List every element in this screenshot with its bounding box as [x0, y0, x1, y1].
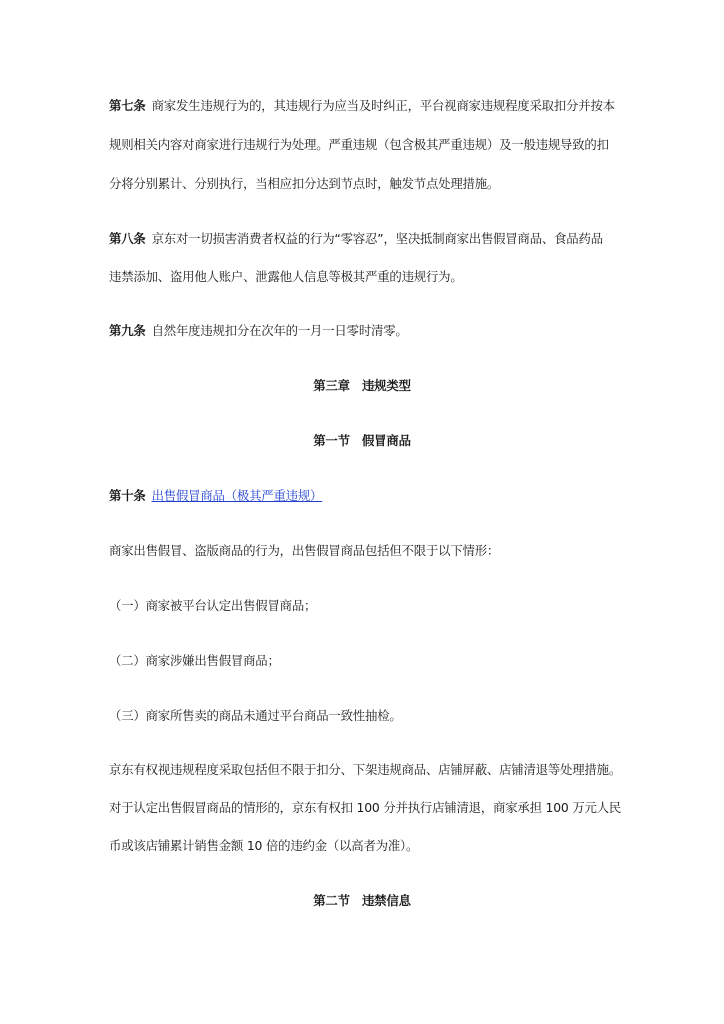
article-10-item-3: （三）商家所售卖的商品未通过平台商品一致性抽检。 [109, 708, 402, 723]
article-10-item-1: （一）商家被平台认定出售假冒商品； [109, 598, 317, 613]
article-10-item-2: （二）商家涉嫌出售假冒商品； [109, 653, 280, 668]
article-10-para-1: 京东有权视违规程度采取包括但不限于扣分、下架违规商品、店铺屏蔽、店铺清退等处理措施。 [109, 762, 622, 777]
article-9-line-1 [109, 323, 621, 339]
chapter-3-heading [0, 378, 724, 394]
chapter-3-title: 第三章 违规类型 [313, 378, 411, 393]
article-8-line-2: 违禁添加、盗用他人账户、泄露他人信息等极其严重的违规行为。 [109, 269, 463, 284]
article-10-number: 第十条 [109, 488, 146, 503]
article-10-intro: 商家出售假冒、盗版商品的行为，出售假冒商品包括但不限于以下情形： [109, 543, 500, 558]
article-7-line-2: 规则相关内容对商家进行违规行为处理。严重违规（包含极其严重违规）及一般违规导致的扣 [109, 137, 609, 152]
article-9-number: 第九条 [109, 323, 146, 338]
section-2-heading [0, 893, 724, 909]
article-7-number: 第七条 [109, 98, 146, 113]
article-9-text-1: 自然年度违规扣分在次年的一月一日零时清零。 [151, 323, 408, 338]
article-10-para-2: 对于认定出售假冒商品的情形的，京东有权扣 100 分并执行店铺清退，商家承担 100 万元人民 [109, 800, 622, 815]
section-1-title: 第一节 假冒商品 [313, 433, 411, 448]
article-7-line-3: 分将分别累计、分别执行，当相应扣分达到节点时，触发节点处理措施。 [109, 176, 500, 191]
article-10-line-1 [109, 488, 621, 504]
article-7-line-1 [109, 98, 621, 114]
article-8-line-1 [109, 231, 621, 247]
article-7-text-1: 商家发生违规行为的，其违规行为应当及时纠正，平台视商家违规程度采取扣分并按本 [151, 98, 615, 113]
section-1-heading [0, 433, 724, 449]
article-8-number: 第八条 [109, 231, 146, 246]
article-8-text-1: 京东对一切损害消费者权益的行为“零容忍”，坚决抵制商家出售假冒商品、食品药品 [151, 231, 603, 246]
article-10-para-3: 币或该店铺累计销售金额 10 倍的违约金（以高者为准）。 [109, 838, 419, 853]
article-10-link[interactable]: 出售假冒商品（极其严重违规） [151, 488, 323, 503]
section-2-title: 第二节 违禁信息 [313, 893, 411, 908]
